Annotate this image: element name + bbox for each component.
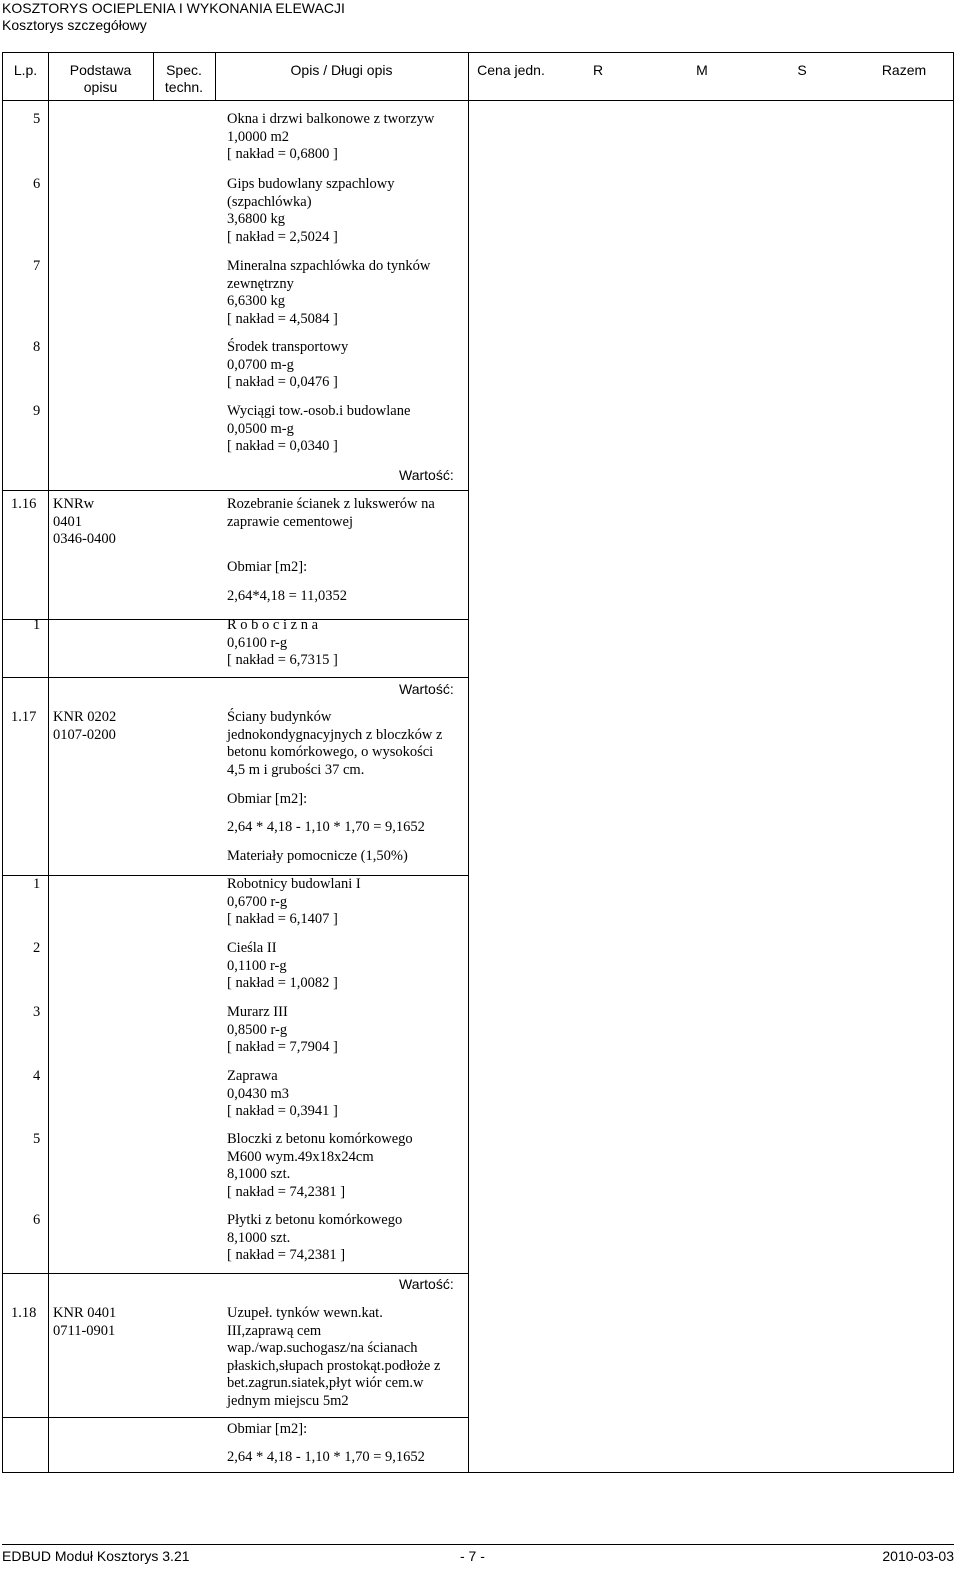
- wartosc-label: Wartość:: [399, 1276, 454, 1292]
- cost-table: [2, 52, 954, 1473]
- position-desc: Ściany budynków jednokondygnacyjnych z bloczków z betonu komórkowego, o wysokości 4,5 m i grubości 37 cm.: [227, 709, 443, 778]
- col-lp: L.p.: [13, 62, 38, 78]
- item-desc: Murarz III 0,8500 r-g [ nakład = 7,7904 ]: [227, 1004, 338, 1055]
- position-code: KNR 0202 0107-0200: [53, 709, 117, 743]
- item-no: 2: [33, 940, 41, 956]
- position-desc: Uzupeł. tynków wewn.kat. III,zaprawą cem wap./wap.suchogasz/na ścianach płaskich,słupach prostokąt.podłoże z bet.zagrun.siatek,płyt wiór cem.w jednym miejscu 5m2: [227, 1305, 441, 1409]
- footer-page-number: - 7 -: [460, 1548, 485, 1564]
- col-podstawa: Podstawa opisu: [69, 62, 132, 95]
- position-lp: 1.18: [11, 1305, 37, 1321]
- col-cena: Cena jedn.: [477, 62, 545, 78]
- item-desc: R o b o c i z n a 0,6100 r-g [ nakład = 6,7315 ]: [227, 617, 338, 668]
- item-desc: Cieśla II 0,1100 r-g [ nakład = 1,0082 ]: [227, 940, 338, 991]
- item-no: 1: [33, 617, 41, 633]
- obmiar-calc: 2,64 * 4,18 - 1,10 * 1,70 = 9,1652: [227, 819, 425, 835]
- obmiar-label: Obmiar [m2]:: [227, 791, 308, 807]
- item-no: 8: [33, 339, 41, 355]
- col-s: S: [797, 62, 807, 78]
- col-razem: Razem: [881, 62, 927, 78]
- item-desc: Wyciągi tow.-osob.i budowlane 0,0500 m-g [ nakład = 0,0340 ]: [227, 403, 411, 454]
- footer-software: EDBUD Moduł Kosztorys 3.21: [2, 1548, 190, 1564]
- item-no: 7: [33, 258, 41, 274]
- obmiar-calc: 2,64 * 4,18 - 1,10 * 1,70 = 9,1652: [227, 1449, 425, 1465]
- item-desc: Mineralna szpachlówka do tynków zewnętrzny 6,6300 kg [ nakład = 4,5084 ]: [227, 258, 431, 327]
- footer-date: 2010-03-03: [882, 1548, 954, 1564]
- wartosc-label: Wartość:: [399, 681, 454, 697]
- obmiar-label: Obmiar [m2]:: [227, 1421, 308, 1437]
- page-title: KOSZTORYS OCIEPLENIA I WYKONANIA ELEWACJI: [2, 0, 345, 16]
- col-r: R: [592, 62, 604, 78]
- item-no: 6: [33, 1212, 41, 1228]
- item-desc: Robotnicy budowlani I 0,6700 r-g [ nakład = 6,1407 ]: [227, 876, 361, 927]
- item-no: 1: [33, 876, 41, 892]
- position-lp: 1.16: [11, 496, 37, 512]
- col-spec: Spec. techn.: [164, 62, 204, 95]
- item-no: 3: [33, 1004, 41, 1020]
- position-code: KNR 0401 0711-0901: [53, 1305, 117, 1339]
- col-opis: Opis / Długi opis: [290, 62, 393, 78]
- materialy-pomocnicze: Materiały pomocnicze (1,50%): [227, 848, 408, 864]
- item-no: 5: [33, 111, 41, 127]
- item-desc: Bloczki z betonu komórkowego M600 wym.49x18x24cm 8,1000 szt. [ nakład = 74,2381 ]: [227, 1131, 413, 1200]
- item-desc: Okna i drzwi balkonowe z tworzyw 1,0000 m2 [ nakład = 0,6800 ]: [227, 111, 435, 162]
- item-no: 6: [33, 176, 41, 192]
- item-no: 5: [33, 1131, 41, 1147]
- obmiar-calc: 2,64*4,18 = 11,0352: [227, 588, 348, 604]
- item-desc: Gips budowlany szpachlowy (szpachlówka) 3,6800 kg [ nakład = 2,5024 ]: [227, 176, 395, 245]
- item-no: 4: [33, 1068, 41, 1084]
- item-desc: Środek transportowy 0,0700 m-g [ nakład = 0,0476 ]: [227, 339, 349, 390]
- position-lp: 1.17: [11, 709, 37, 725]
- item-desc: Zaprawa 0,0430 m3 [ nakład = 0,3941 ]: [227, 1068, 338, 1119]
- obmiar-label: Obmiar [m2]:: [227, 559, 308, 575]
- col-m: M: [696, 62, 708, 78]
- item-desc: Płytki z betonu komórkowego 8,1000 szt. [ nakład = 74,2381 ]: [227, 1212, 403, 1263]
- wartosc-label: Wartość:: [399, 467, 454, 483]
- item-no: 9: [33, 403, 41, 419]
- position-desc: Rozebranie ścianek z lukswerów na zaprawie cementowej: [227, 496, 435, 530]
- position-code: KNRw 0401 0346-0400: [53, 496, 116, 547]
- page-subtitle: Kosztorys szczegółowy: [2, 17, 147, 33]
